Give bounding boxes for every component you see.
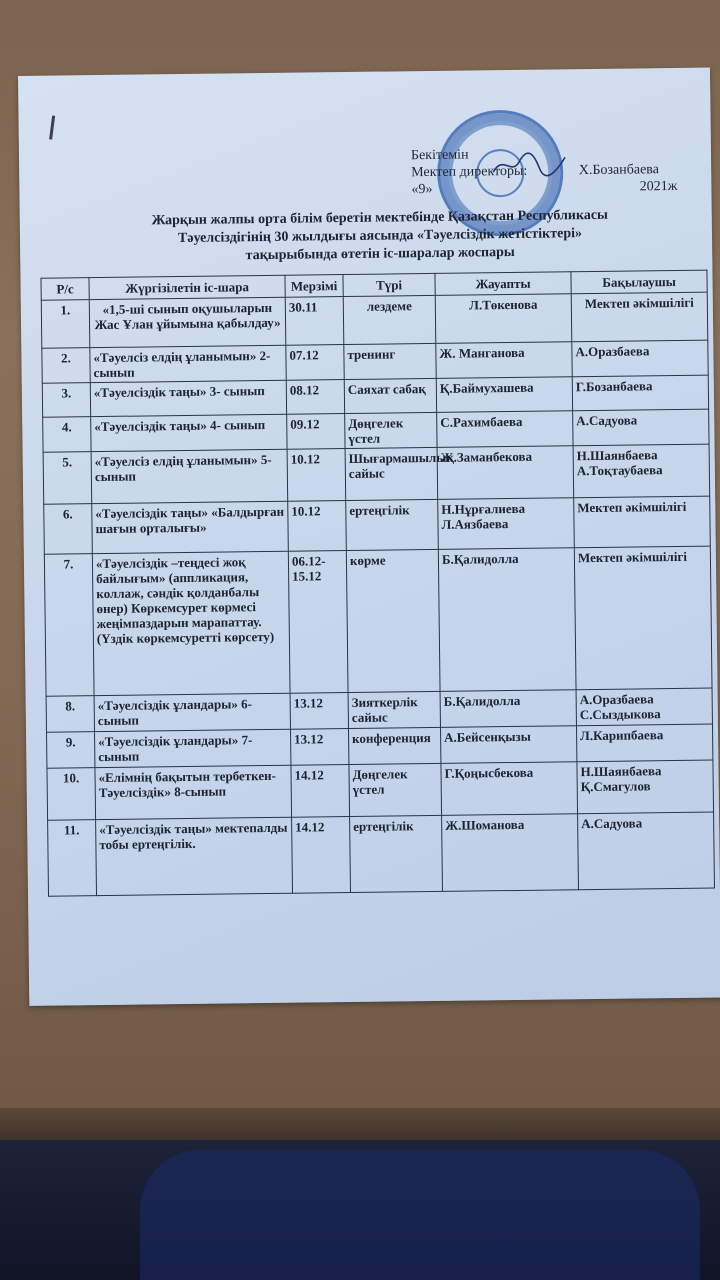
row-type: Шығармашылық сайыс <box>345 447 438 500</box>
approval-year: 2021ж <box>639 178 678 195</box>
row-supervisor: Мектеп әкімшілігі <box>571 292 708 342</box>
row-event: «Елімнің бақытын тербеткен-Тәуелсіздік» 8-сынып <box>95 765 292 819</box>
row-type: ертеңгілік <box>350 815 443 892</box>
row-responsible: Г.Қоңысбекова <box>441 762 578 816</box>
row-date: 08.12 <box>286 380 344 415</box>
approval-block <box>411 144 692 198</box>
row-event: «Тәуелсіз елдің ұланымын» 5-сынып <box>91 449 288 503</box>
row-number: 4. <box>43 417 91 453</box>
header-responsible: Жауапты <box>435 272 571 296</box>
row-number: 1. <box>41 300 90 349</box>
row-event: «Тәуелсіздік ұландары» 6-сынып <box>94 693 290 731</box>
row-responsible: Ж. Манганова <box>436 342 572 379</box>
row-responsible: А.Бейсенқызы <box>440 726 576 764</box>
row-event: «Тәуелсіздік –теңдесі жоқ байлығым» (аппликация, коллаж, сәндік қолданбалы өнер) Көркемсурет көрмесі жеңімпаздарын марапаттау. (Үздік көркемсуретті көрсету) <box>92 551 290 695</box>
row-number: 10. <box>47 768 96 821</box>
document-title <box>100 206 661 267</box>
row-event: «Тәуелсіздік таңы» 4- сынып <box>91 414 287 451</box>
row-responsible: Б.Қалидолла <box>438 548 576 692</box>
header-number: Р/с <box>41 278 89 301</box>
approval-title: Бекітемін <box>410 147 469 164</box>
row-responsible: Ж.Шоманова <box>442 814 579 892</box>
row-type: ертеңгілік <box>346 499 439 550</box>
row-type: тренинг <box>344 343 436 379</box>
chair-shadow <box>140 1150 700 1280</box>
row-date: 06.12-15.12 <box>288 551 348 694</box>
row-type: Дөңгелек үстел <box>345 412 437 448</box>
approval-date-line <box>411 178 691 198</box>
approval-director-line <box>411 161 691 181</box>
approval-day: «9» <box>411 181 433 198</box>
row-responsible: Н.Нұрғалиева Л.Аязбаева <box>438 498 575 550</box>
row-responsible: Қ.Баймухашева <box>436 377 572 413</box>
row-number: 7. <box>44 554 94 697</box>
row-type: конференция <box>348 727 440 764</box>
row-type: Саяхат сабақ <box>344 378 436 413</box>
row-date: 07.12 <box>286 345 344 381</box>
row-supervisor: А.Оразбаева С.Сыздыкова <box>576 688 712 726</box>
header-supervisor: Бақылаушы <box>571 270 707 294</box>
row-date: 13.12 <box>291 729 349 766</box>
row-type: Зияткерлік сайыс <box>348 691 440 728</box>
row-supervisor: Мектеп әкімшілігі <box>574 546 712 690</box>
row-number: 11. <box>48 820 97 897</box>
row-supervisor: Н.Шаянбаева Қ.Смагулов <box>577 760 714 814</box>
row-type: лездеме <box>343 295 436 344</box>
header-date: Мерзімі <box>285 275 343 298</box>
row-number: 3. <box>42 383 90 418</box>
title-line-1: Жарқын жалпы орта білім беретін мектебінде Қазақстан Республикасы <box>151 207 609 229</box>
table-row <box>44 546 712 696</box>
row-responsible: Ж.Заманбекова <box>437 446 574 500</box>
row-event: «Тәуелсіздік таңы» мектепалды тобы ертеңгілік. <box>96 817 293 895</box>
table-row <box>44 496 711 554</box>
events-plan-table <box>40 270 715 897</box>
pen-mark <box>49 115 55 139</box>
row-event: «Тәуелсіз елдің ұланымын» 2-сынып <box>90 345 286 382</box>
table-row <box>43 444 710 504</box>
row-number: 5. <box>43 452 92 505</box>
row-responsible: С.Рахимбаева <box>437 411 573 448</box>
row-supervisor: Мектеп әкімшілігі <box>574 496 711 548</box>
row-supervisor: А.Садуова <box>573 409 709 446</box>
row-date: 14.12 <box>292 817 351 894</box>
row-event: «Тәуелсіздік таңы» 3- сынып <box>90 380 286 416</box>
row-date: 10.12 <box>287 449 346 502</box>
table-row <box>47 760 714 820</box>
row-date: 13.12 <box>290 693 348 730</box>
row-supervisor: Н.Шаянбаева А.Тоқтаубаева <box>573 444 710 498</box>
row-date: 14.12 <box>291 765 350 818</box>
row-date: 09.12 <box>287 414 345 450</box>
row-supervisor: Л.Карипбаева <box>576 724 712 762</box>
header-event: Жүргізілетін іс-шара <box>89 275 285 299</box>
row-number: 2. <box>42 348 90 384</box>
row-supervisor: Г.Бозанбаева <box>572 375 708 411</box>
document-sheet <box>18 68 720 1006</box>
row-date: 30.11 <box>285 297 344 346</box>
title-line-3: тақырыбында өтетін іс-шаралар жоспары <box>245 244 515 264</box>
row-supervisor: А.Садуова <box>578 812 715 890</box>
row-type: Дөңгелек үстел <box>349 763 442 816</box>
row-date: 10.12 <box>288 501 347 552</box>
row-supervisor: А.Оразбаева <box>572 340 708 377</box>
row-event: «Тәуелсіздік ұландары» 7-сынып <box>95 729 291 767</box>
row-responsible: Л.Төкенова <box>435 294 572 344</box>
approval-director-name: Х.Бозанбаева <box>578 162 659 179</box>
row-number: 9. <box>47 732 95 769</box>
row-number: 6. <box>44 504 93 555</box>
header-type: Түрі <box>343 273 435 296</box>
row-responsible: Б.Қалидолла <box>440 690 576 728</box>
table-row <box>41 292 708 348</box>
approval-director-label: Мектеп директоры: <box>411 163 528 181</box>
row-event: «Тәуелсіздік таңы» «Балдырған шағын орталығы» <box>92 501 289 553</box>
row-type: көрме <box>346 549 440 692</box>
row-event: «1,5-ші сынып оқушыларын Жас Ұлан ұйымына қабылдау» <box>89 297 286 347</box>
row-number: 8. <box>46 696 94 733</box>
table-row <box>48 812 715 896</box>
title-line-2: Тәуелсіздігінің 30 жылдығы аясында «Тәуелсіздік жетістіктері» <box>177 226 583 247</box>
